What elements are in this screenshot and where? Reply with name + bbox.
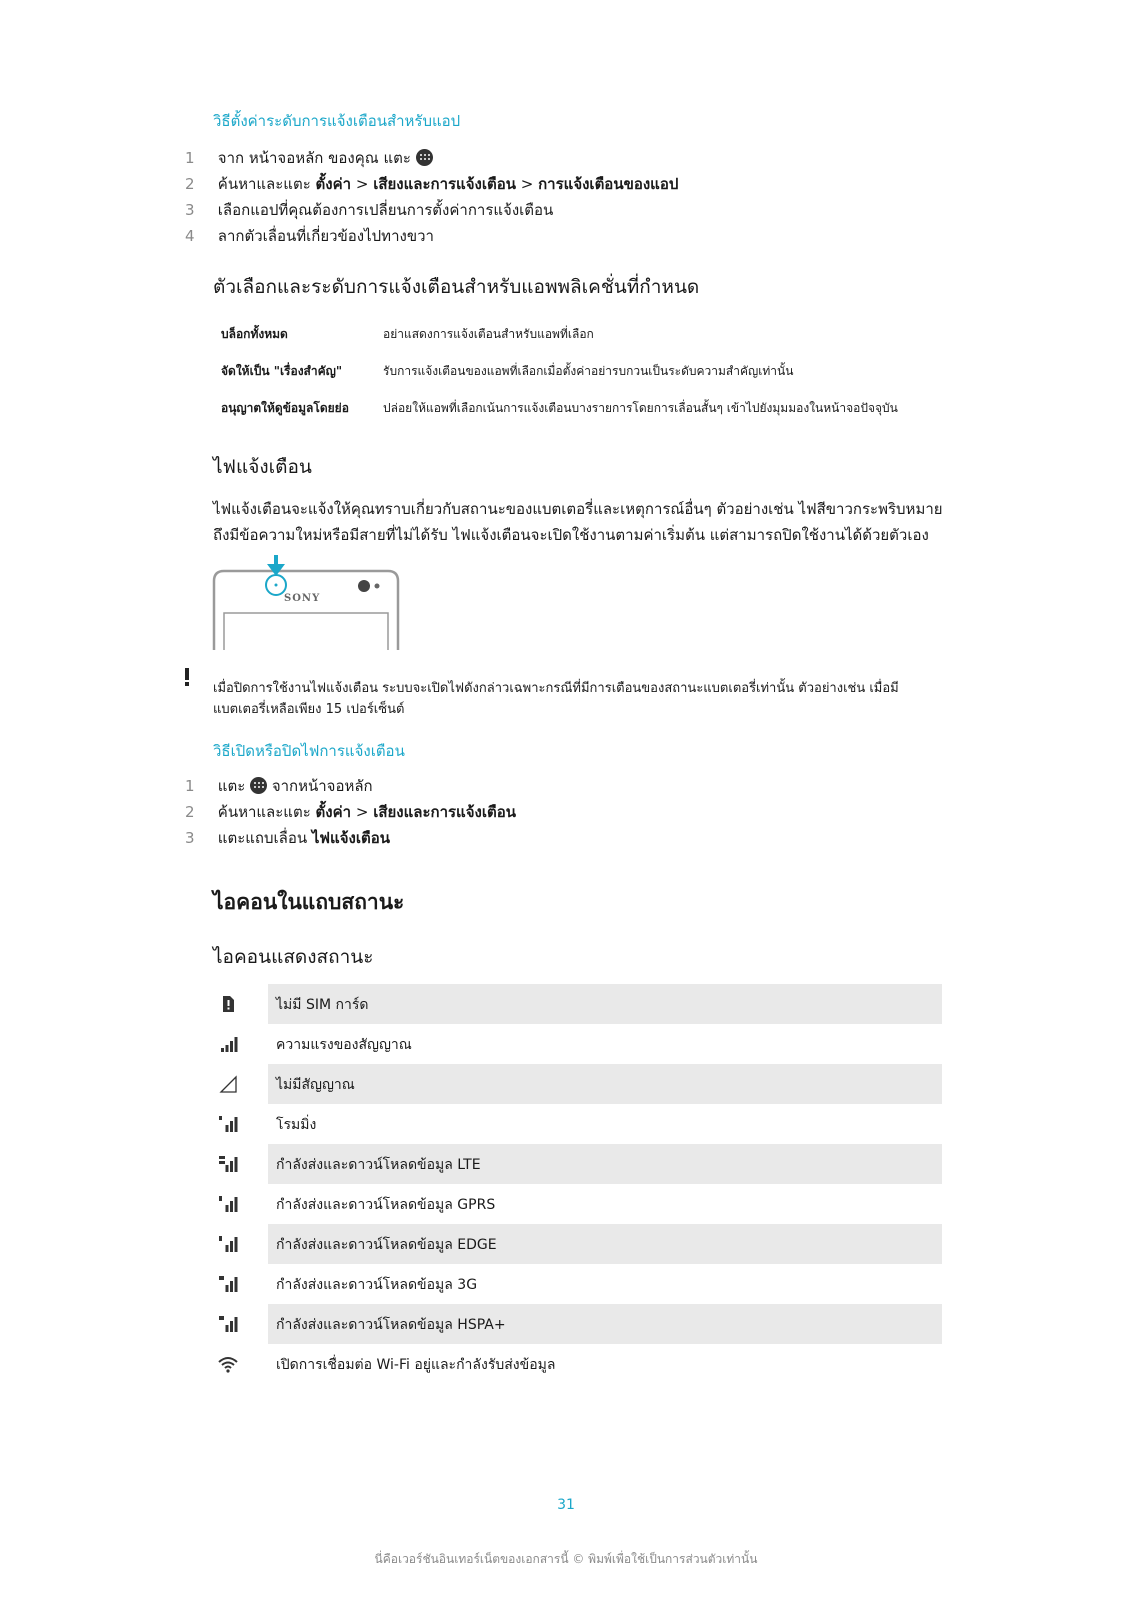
hspa-data-icon — [218, 1314, 238, 1334]
step-text: ค้นหาและแตะ — [217, 175, 311, 193]
step-number: 2 — [185, 175, 195, 193]
light-note: เมื่อปิดการใช้งานไฟแจ้งเตือน ระบบจะเปิดไฟดังกล่าวเฉพาะกรณีที่มีการเตือนของสถานะแบตเตอรี่เท่านั้น ตัวอย่างเช่น เมื่อมีแบตเตอรี่เหลือเพียง 15 เปอร์เซ็นต์ — [213, 681, 899, 717]
step-text: จาก หน้าจอหลัก ของคุณ แตะ — [217, 149, 411, 167]
option-description: รับการแจ้งเตือนของแอพที่เลือกเมื่อตั้งค่าอย่ารบกวนเป็นระดับความสำคัญเท่านั้น — [383, 364, 794, 378]
step-number: 3 — [185, 201, 195, 219]
signal-strength-icon — [218, 1034, 238, 1054]
step-item — [185, 224, 434, 248]
list-item — [218, 984, 942, 1024]
status-icon-label: กำลังส่งและดาวน์โหลดข้อมูล GPRS — [276, 1197, 496, 1213]
lte-data-icon — [218, 1154, 238, 1174]
step-text: แตะแถบเลื่อน — [217, 829, 308, 847]
status-icon-label: กำลังส่งและดาวน์โหลดข้อมูล 3G — [276, 1277, 478, 1293]
apps-grid-icon — [250, 777, 267, 794]
step-number: 4 — [185, 227, 195, 245]
list-item — [218, 1144, 942, 1184]
light-paragraph: ไฟแจ้งเตือนจะแจ้งให้คุณทราบเกี่ยวกับสถานะของแบตเตอรี่และเหตุการณ์อื่นๆ ตัวอย่างเช่น ไฟสีขาวกระพริบหมายถึงมีข้อความใหม่หรือมีสายที่ไม่ได้รับ ไฟแจ้งเตือนจะเปิดใช้งานตามค่าเริ่มต้น แต่สามารถปิดใช้งานได้ด้วยตัวเอง — [213, 500, 943, 544]
3g-data-icon — [218, 1274, 238, 1294]
step-item — [185, 198, 553, 222]
path-separator: > — [351, 175, 374, 193]
page-number: 31 — [557, 1497, 575, 1513]
edge-data-icon — [218, 1234, 238, 1254]
step-item — [185, 172, 678, 196]
menu-path-app-notifications: การแจ้งเตือนของแอป — [538, 175, 679, 193]
procedure-title-notification-level: วิธีตั้งค่าระดับการแจ้งเตือนสำหรับแอป — [213, 112, 461, 130]
list-item — [218, 1304, 942, 1344]
warning-icon — [183, 667, 191, 687]
option-description: ปล่อยให้แอพที่เลือกเน้นการแจ้งเตือนบางรายการโดยการเลื่อนสั้นๆ เข้าไปยังมุมมองในหน้าจอปัจจุบัน — [383, 401, 898, 415]
status-icon-label: ไม่มีสัญญาณ — [276, 1077, 355, 1093]
menu-path-notification-light: ไฟแจ้งเตือน — [311, 829, 390, 847]
apps-grid-icon — [416, 149, 433, 166]
menu-path-settings: ตั้งค่า — [315, 803, 352, 821]
option-name: อนุญาตให้ดูข้อมูลโดยย่อ — [221, 401, 349, 415]
status-icon-label: กำลังส่งและดาวน์โหลดข้อมูล HSPA+ — [276, 1317, 506, 1333]
list-item — [218, 1064, 942, 1104]
roaming-icon — [218, 1114, 238, 1134]
phone-brand-logo: SONY — [284, 593, 321, 604]
no-signal-icon — [218, 1074, 238, 1094]
option-description: อย่าแสดงการแจ้งเตือนสำหรับแอพที่เลือก — [383, 327, 594, 341]
step-item — [185, 826, 390, 850]
step-number: 1 — [185, 777, 195, 795]
step-text: ค้นหาและแตะ — [217, 803, 311, 821]
step-number: 3 — [185, 829, 195, 847]
status-icons-subheading: ไอคอนแสดงสถานะ — [213, 946, 374, 968]
menu-path-settings: ตั้งค่า — [315, 175, 352, 193]
step-number: 1 — [185, 149, 195, 167]
status-icon-label: โรมมิ่ง — [276, 1117, 317, 1133]
step-text: จากหน้าจอหลัก — [271, 777, 373, 795]
status-icon-label: ความแรงของสัญญาณ — [276, 1037, 412, 1053]
no-sim-icon — [218, 994, 238, 1014]
status-icon-label: กำลังส่งและดาวน์โหลดข้อมูล LTE — [276, 1157, 481, 1173]
step-text: แตะ — [217, 777, 246, 795]
step-item — [185, 800, 516, 824]
list-item — [218, 1264, 942, 1304]
option-name: บล็อกทั้งหมด — [221, 327, 288, 341]
path-separator: > — [515, 175, 539, 193]
path-separator: > — [351, 803, 374, 821]
menu-path-sound: เสียงและการแจ้งเตือน — [373, 175, 516, 193]
step-item — [185, 146, 433, 170]
step-item — [185, 774, 373, 798]
status-icon-label: ไม่มี SIM การ์ด — [276, 997, 369, 1013]
list-item — [218, 1184, 942, 1224]
status-icon-label: เปิดการเชื่อมต่อ Wi-Fi อยู่และกำลังรับส่งข้อมูล — [276, 1357, 556, 1373]
page-footer: นี่คือเวอร์ชันอินเทอร์เน็ตของเอกสารนี้ © พิมพ์เพื่อใช้เป็นการส่วนตัวเท่านั้น — [374, 1552, 758, 1566]
phone-illustration — [212, 555, 402, 650]
gprs-data-icon — [218, 1194, 238, 1214]
step-text: ลากตัวเลื่อนที่เกี่ยวข้องไปทางขวา — [217, 227, 434, 245]
list-item — [218, 1024, 942, 1064]
procedure-title-toggle-light: วิธีเปิดหรือปิดไฟการแจ้งเตือน — [213, 742, 405, 760]
options-heading: ตัวเลือกและระดับการแจ้งเตือนสำหรับแอพพลิเคชั่นที่กำหนด — [213, 276, 700, 298]
list-item — [218, 1104, 942, 1144]
list-item — [218, 1344, 942, 1384]
list-item — [218, 1224, 942, 1264]
status-icon-label: กำลังส่งและดาวน์โหลดข้อมูล EDGE — [276, 1237, 497, 1253]
wifi-data-icon — [218, 1354, 238, 1374]
menu-path-sound: เสียงและการแจ้งเตือน — [373, 803, 516, 821]
status-bar-heading: ไอคอนในแถบสถานะ — [213, 890, 405, 914]
step-text: เลือกแอปที่คุณต้องการเปลี่ยนการตั้งค่าการแจ้งเตือน — [217, 201, 554, 219]
step-number: 2 — [185, 803, 195, 821]
light-heading: ไฟแจ้งเตือน — [213, 456, 312, 478]
option-name: จัดให้เป็น "เรื่องสำคัญ" — [221, 364, 343, 378]
